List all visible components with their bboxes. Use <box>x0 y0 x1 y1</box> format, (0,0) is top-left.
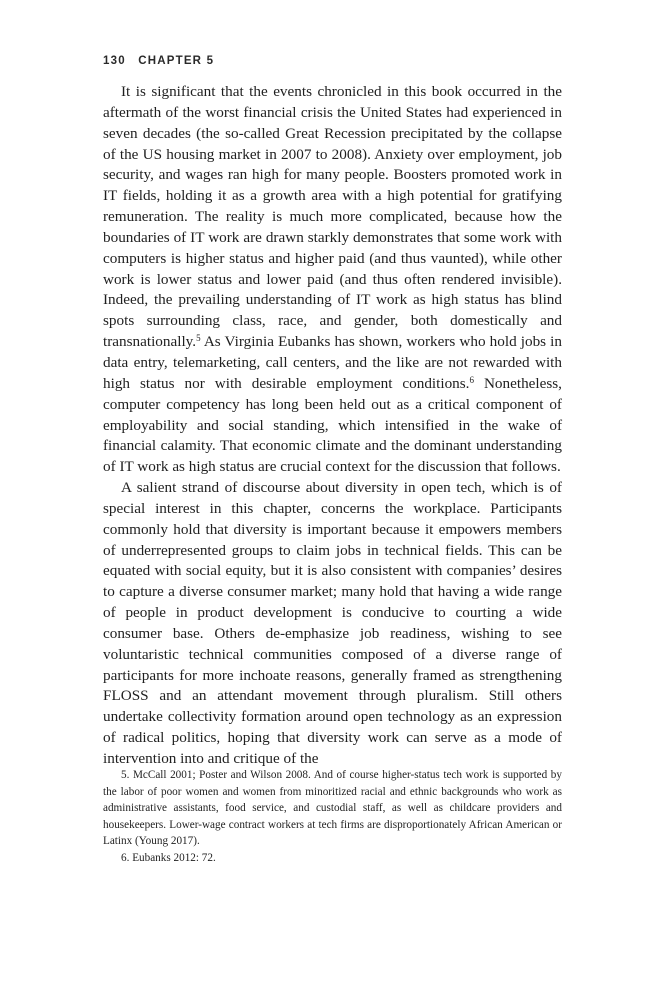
running-head <box>103 55 214 67</box>
footnotes <box>103 767 562 867</box>
paragraph-text: It is significant that the events chronicled in this book occurred in the aftermath of the worst financial crisis the United States had experienced in seven decades (the so-called Great Recession precipitated by the collapse of the US housing market in 2007 to 2008). Anxiety over employment, job security, and wages ran high for many people. Boosters promoted work in IT fields, holding it as a growth area with a high potential for gratifying remuneration. The reality is much more complicated, because how the boundaries of IT work are drawn starkly demonstrates that some work with computers is higher status and higher paid (and thus vaunted), while other work is lower status and lower paid (and thus often rendered invisible). Indeed, the prevailing understanding of IT work as high status has blind spots surrounding class, race, and gender, both domestically and transnationally. <box>103 83 562 351</box>
paragraph-text: Nonetheless, computer competency has long been held out as a critical component of employability and social standing, which intensified in the wake of financial calamity. That economic climate and the dominant understanding of IT work as high status are crucial context for the discussion that follows. <box>103 374 562 476</box>
chapter-label: CHAPTER 5 <box>138 55 215 67</box>
body-text <box>103 82 562 770</box>
footnote-reference: 6 <box>469 374 474 385</box>
paragraph-text: As Virginia Eubanks has shown, workers who hold jobs in data entry, telemarketing, call centers, and the like are not rewarded with high status nor with desirable employment conditions. <box>103 333 562 392</box>
page-number: 130 <box>103 55 126 67</box>
footnote: 5. McCall 2001; Poster and Wilson 2008. And of course higher-status tech work is supported by the labor of poor women and women from minoritized racial and ethnic backgrounds who work as administrative assistants, food service, and custodial staff, as well as childcare providers and housekeepers. Lower-wage contract workers at tech firms are disproportionately African American or Latinx (Young 2017). <box>103 769 562 848</box>
footnote: 6. Eubanks 2012: 72. <box>121 851 216 864</box>
footnote-reference: 5 <box>196 333 201 344</box>
paragraph <box>103 82 562 478</box>
paragraph: A salient strand of discourse about diversity in open tech, which is of special interest in this chapter, concerns the workplace. Participants commonly hold that diversity is important because it empowers members of underrepresented groups to claim jobs in technical fields. This can be equated with social equity, but it is also consistent with companies’ desires to capture a diverse consumer market; many hold that having a wide range of people in product development is conducive to courting a wide consumer base. Others de-emphasize job readiness, wishing to see voluntaristic technical communities composed of a diverse range of participants for more inchoate reasons, generally framed as strengthening FLOSS and an attendant movement through pluralism. Still others undertake collectivity formation around open technology as an expression of radical politics, hoping that diversity work can serve as a mode of intervention into and critique of the <box>103 479 562 767</box>
